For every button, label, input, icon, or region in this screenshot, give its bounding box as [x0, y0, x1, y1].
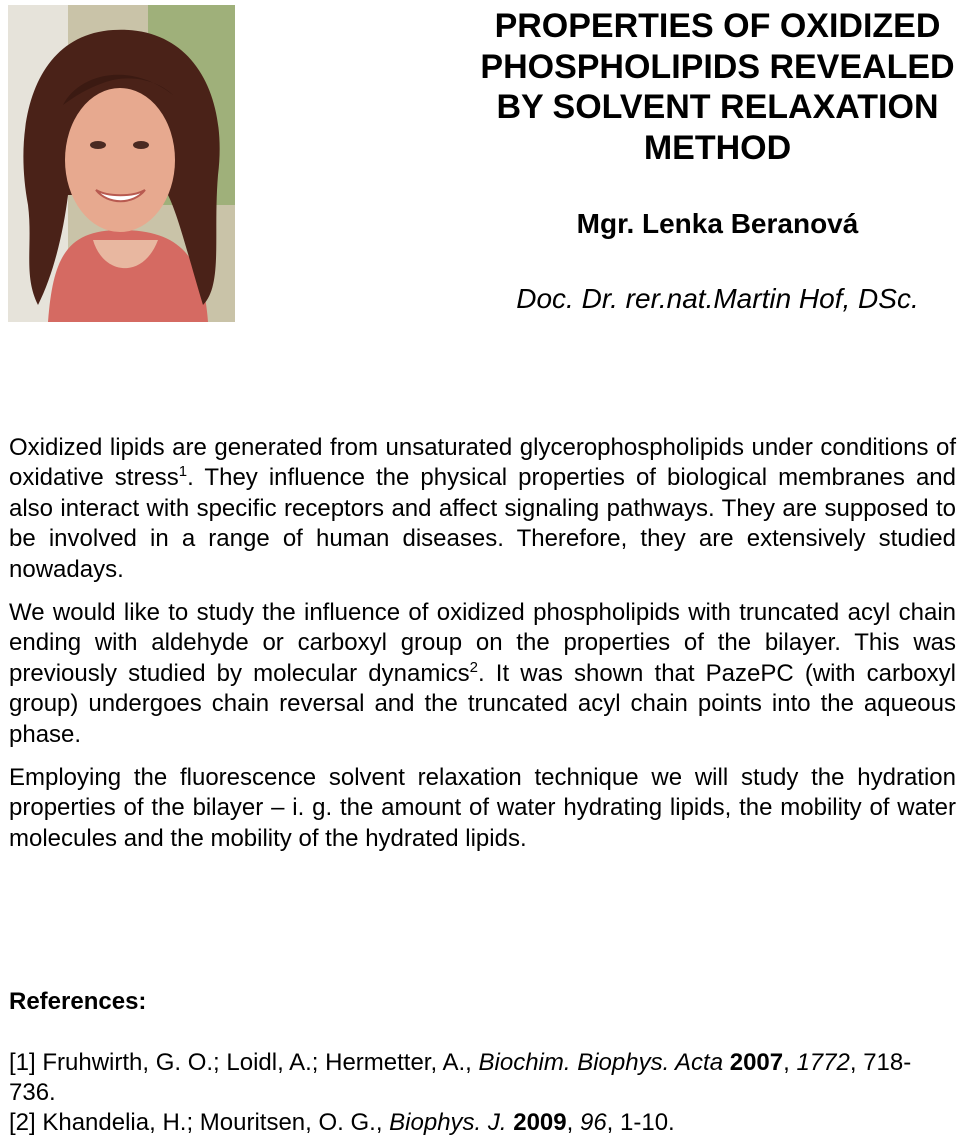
paragraph-2-part-a: We would like to study the influence of oxidized phospholipids with truncated acyl chain ending with aldehyde or carboxyl group on the properties of the bilayer. This was previously studied by molecular dynamics: [9, 599, 956, 687]
reference-journal: Biochim. Biophys. Acta: [478, 1049, 724, 1076]
reference-volume: 96: [579, 1109, 607, 1136]
author-name: Mgr. Lenka Beranová: [576, 208, 859, 239]
reference-authors: [1] Fruhwirth, G. O.; Loidl, A.; Hermetter, A.,: [9, 1049, 479, 1076]
paragraph-3: Employing the fluorescence solvent relaxation technique we will study the hydration properties of the bilayer – i. g. the amount of water hydrating lipids, the mobility of water molecules and the mobility of the hydrated lipids.: [9, 764, 956, 852]
supervisor-name: Doc. Dr. rer.nat.Martin Hof, DSc.: [516, 283, 919, 314]
references-list: [9, 1048, 956, 1138]
reference-item: [1] Fruhwirth, G. O.; Loidl, A.; Hermetter, A., Biochim. Biophys. Acta 2007, 1772, 718-736.: [9, 1049, 912, 1106]
paragraph-2: [9, 598, 956, 750]
reference-pages: 718-736.: [9, 1049, 912, 1106]
reference-year: 2009: [513, 1109, 567, 1136]
paragraph-1-part-b: . They influence the physical properties of biological membranes and also interact with specific receptors and affect signaling pathways. They are supposed to be involved in a range of human diseases. Therefore, they are extensively studied nowadays.: [9, 464, 956, 583]
reference-authors: [2] Khandelia, H.; Mouritsen, O. G.,: [9, 1109, 390, 1136]
citation-superscript-1: 1: [178, 463, 188, 481]
citation-superscript-2: 2: [469, 658, 478, 676]
reference-year: 2007: [729, 1049, 784, 1076]
author-photo: [8, 5, 235, 322]
reference-journal: Biophys. J.: [389, 1109, 507, 1136]
paragraph-1: [9, 433, 956, 585]
paragraph-2-part-b: . It was shown that PazePC (with carboxyl group) undergoes chain reversal and the truncated acyl chain points into the aqueous phase.: [9, 659, 956, 748]
abstract-body: [9, 433, 956, 867]
paragraph-1-part-a: Oxidized lipids are generated from unsaturated glycerophospholipids under conditions of oxidative stress: [9, 434, 956, 492]
references-heading: References:: [9, 988, 147, 1015]
reference-pages: 1-10.: [620, 1109, 675, 1136]
reference-volume: 1772: [796, 1049, 850, 1076]
poster-title: PROPERTIES OF OXIDIZED PHOSPHOLIPIDS REVEALED BY SOLVENT RELAXATION METHOD: [480, 7, 955, 167]
reference-item: [2] Khandelia, H.; Mouritsen, O. G., Biophys. J. 2009, 96, 1-10.: [9, 1109, 675, 1136]
portrait-photo-icon: [8, 5, 235, 322]
